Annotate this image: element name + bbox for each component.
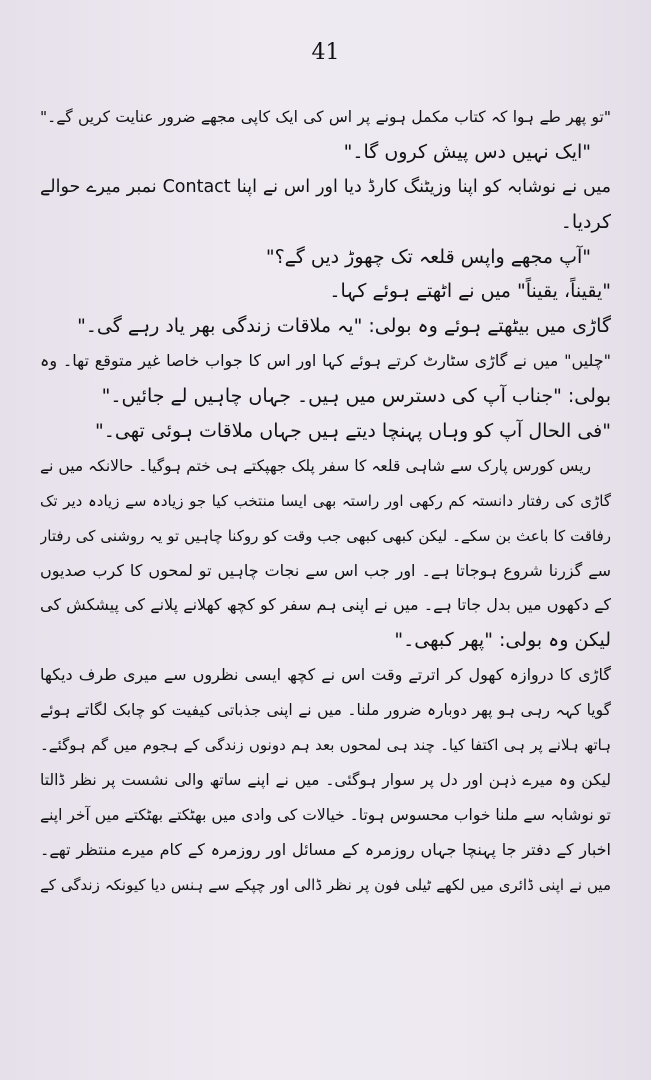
text-line: ریس کورس پارک سے شاہی قلعہ کا سفر پلک جھپکتے ہی ختم ہوگیا۔ حالانکہ میں نے: [40, 456, 591, 475]
text-line: میں نے اپنی ڈائری میں لکھے ٹیلی فون پر نظر ڈالی اور چپکے سے ہنس دیا کیونکہ زندگی کے: [40, 875, 611, 894]
text-line: کردیا۔: [560, 210, 611, 233]
text-line: ہاتھ ہلانے پر ہی اکتفا کیا۔ چند ہی لمحوں بعد ہم دونوں زندگی کے ہجوم میں گم ہوگئے۔: [40, 736, 611, 755]
text-line: اخبار کے دفتر جا پہنچا جہاں روزمرہ کے مسائل اور روزمرہ کے کام میرے منتظر تھے۔: [40, 839, 611, 859]
text-line: کے دکھوں میں بدل جاتا ہے۔ میں نے اپنی ہم سفر کو کچھ کھلانے پلانے کی پیشکش کی: [40, 595, 611, 615]
text-line: گویا کہہ رہی ہو پھر دوبارہ ضرور ملنا۔ میں نے اپنی جذباتی کیفیت کو چابک لگاتے ہوئے: [40, 701, 611, 720]
text-line: گاڑی میں بیٹھتے ہوئے وہ بولی: "یہ ملاقات زندگی بھر یاد رہے گی۔": [77, 315, 611, 338]
text-line: رفاقت کا باعث بن سکے۔ لیکن کبھی کبھی جب وقت کو روکنا چاہیں تو یہ روشنی کی رفتار: [40, 526, 611, 545]
text-line: "چلیں" میں نے گاڑی سٹارٹ کرتے ہوئے کہا اور اس کا جواب خاصا غیر متوقع تھا۔ وہ: [40, 351, 611, 371]
text-line: گاڑی کی رفتار دانستہ کم رکھی اور راستہ بھی ایسا منتخب کیا جو زیادہ سے زیادہ دیر تک: [40, 491, 611, 510]
text-line: بولی: "جناب آپ کی دسترس میں ہیں۔ جہاں چاہیں لے جائیں۔": [101, 385, 611, 408]
text-line: گاڑی کا دروازہ کھول کر اترتے وقت اس نے کچھ ایسی نظروں سے میری طرف دیکھا: [40, 665, 611, 685]
text-line: "یقیناً، یقیناً" میں نے اٹھتے ہوئے کہا۔: [329, 280, 611, 303]
text-line: میں نے نوشابہ کو اپنا وزیٹنگ کارڈ دیا اور اس نے اپنا Contact نمبر میرے حوالے: [40, 176, 611, 197]
text-line: تو نوشابہ سے ملنا خواب محسوس ہوتا۔ خیالات کی وادی میں بھٹکتے بھٹکتے میں آخر اپنے: [40, 805, 611, 824]
text-line: "تو پھر طے ہوا کہ کتاب مکمل ہونے پر اس کی ایک کاپی مجھے ضرور عنایت کریں گے۔": [40, 108, 611, 126]
text-line: لیکن وہ بولی: "پھر کبھی۔": [394, 629, 611, 652]
text-line: "آپ مجھے واپس قلعہ تک چھوڑ دیں گے؟": [265, 245, 591, 268]
text-line: "فی الحال آپ کو وہاں پہنچا دیتے ہیں جہاں ملاقات ہوئی تھی۔": [95, 420, 611, 443]
text-line: سے گزرنا شروع ہوجاتا ہے۔ اور جب اس سے نجات چاہیں تو لمحوں کا کرب صدیوں: [40, 560, 611, 580]
body-text: [40, 100, 611, 902]
text-line: "ایک نہیں دس پیش کروں گا۔": [343, 140, 591, 163]
page-number: 41: [311, 40, 340, 65]
text-line: لیکن وہ میرے ذہن اور دل پر سوار ہوگئی۔ میں نے اپنے ساتھ والی نشست پر نظر ڈالتا: [40, 770, 611, 789]
